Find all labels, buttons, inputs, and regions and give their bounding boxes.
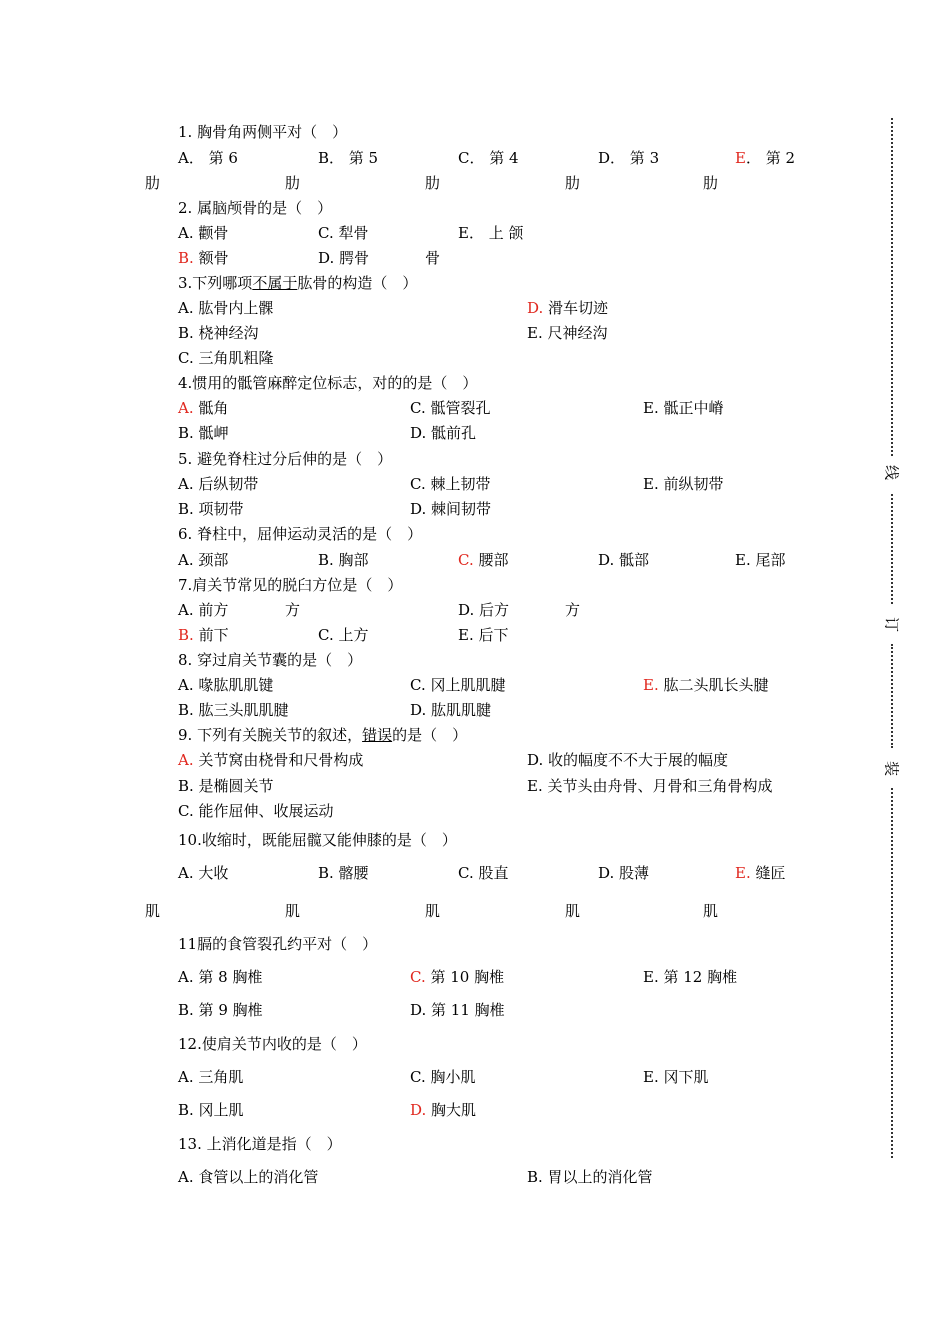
q8-option-e[interactable]: E. 肱二头肌长头腱 (643, 676, 769, 694)
q8-option-c[interactable]: C. 冈上肌肌腱 (410, 676, 506, 694)
q9-option-a[interactable]: A. 关节窝由桡骨和尺骨构成 (178, 751, 364, 769)
q10-option-a[interactable]: A. 大收 (178, 864, 229, 882)
q3-option-e[interactable]: E. 尺神经沟 (527, 324, 608, 342)
q7-option-d[interactable]: D. 后方 (458, 601, 510, 619)
answer-marker: C. (458, 551, 474, 569)
q10-option-d[interactable]: D. 股薄 (598, 864, 650, 882)
q1-wrap-d: 肋 (565, 174, 581, 192)
q5-option-b[interactable]: B. 项韧带 (178, 500, 244, 518)
binding-label-xian: 线 (882, 464, 901, 480)
q5-option-d[interactable]: D. 棘间韧带 (410, 500, 492, 518)
q2-option-b[interactable]: B. 额骨 (178, 249, 229, 267)
q6-option-c[interactable]: C. 腰部 (458, 551, 509, 569)
q1-option-a[interactable]: A． 第 6 (178, 149, 238, 167)
q11-stem: 11膈的食管裂孔约平对（ ） (178, 935, 378, 953)
q6-option-b[interactable]: B. 胸部 (318, 551, 369, 569)
answer-marker: B. (178, 626, 194, 644)
q12-option-b[interactable]: B. 冈上肌 (178, 1101, 244, 1119)
q6-stem: 6. 脊柱中，屈伸运动灵活的是（ ） (178, 525, 423, 543)
q3-option-c[interactable]: C. 三角肌粗隆 (178, 349, 274, 367)
q1-option-d[interactable]: D． 第 3 (598, 149, 660, 167)
binding-label-zhuang: 装 (882, 760, 901, 776)
answer-marker: C. (410, 968, 426, 986)
q8-option-b[interactable]: B. 肱三头肌肌腱 (178, 701, 289, 719)
q5-stem: 5. 避免脊柱过分后伸的是（ ） (178, 450, 393, 468)
q7-option-a[interactable]: A. 前方 (178, 601, 229, 619)
q9-option-b[interactable]: B. 是椭圆关节 (178, 777, 274, 795)
q8-option-a[interactable]: A. 喙肱肌肌键 (178, 676, 274, 694)
q10-option-b[interactable]: B. 髂腰 (318, 864, 369, 882)
q9-option-c[interactable]: C. 能作屈伸、收展运动 (178, 802, 334, 820)
q4-option-c[interactable]: C. 骶管裂孔 (410, 399, 491, 417)
q10-stem: 10.收缩时，既能屈髋又能伸膝的是（ ） (178, 831, 457, 849)
q10-wrap-e: 肌 (703, 902, 719, 920)
q7-wrap-d: 方 (565, 601, 581, 619)
q9-option-e[interactable]: E. 关节头由舟骨、月骨和三角骨构成 (527, 777, 773, 795)
q12-option-e[interactable]: E. 冈下肌 (643, 1068, 709, 1086)
q11-option-b[interactable]: B. 第 9 胸椎 (178, 1001, 263, 1019)
q12-option-a[interactable]: A. 三角肌 (178, 1068, 244, 1086)
q5-option-e[interactable]: E. 前纵韧带 (643, 475, 724, 493)
q1-wrap-a: 肋 (145, 174, 161, 192)
q3-option-d[interactable]: D. 滑车切迹 (527, 299, 609, 317)
q2-stem: 2. 属脑颅骨的是（ ） (178, 199, 333, 217)
q3-option-b[interactable]: B. 桡神经沟 (178, 324, 259, 342)
q7-stem: 7.肩关节常见的脱臼方位是（ ） (178, 576, 403, 594)
q7-option-b[interactable]: B. 前下 (178, 626, 229, 644)
q11-option-c[interactable]: C. 第 10 胸椎 (410, 968, 505, 986)
q4-stem: 4.惯用的骶管麻醉定位标志，对的的是（ ） (178, 374, 478, 392)
q10-wrap-b: 肌 (285, 902, 301, 920)
q7-option-e[interactable]: E. 后下 (458, 626, 509, 644)
q13-stem: 13. 上消化道是指（ ） (178, 1135, 342, 1153)
q11-option-d[interactable]: D. 第 11 胸椎 (410, 1001, 505, 1019)
q2-wrap-e: 骨 (425, 249, 441, 267)
answer-marker: D. (527, 299, 544, 317)
q3-option-a[interactable]: A. 肱骨内上髁 (178, 299, 274, 317)
q4-option-a[interactable]: A. 骶角 (178, 399, 229, 417)
answer-marker: E. (735, 864, 751, 882)
q4-option-b[interactable]: B. 骶岬 (178, 424, 229, 442)
q1-option-e[interactable]: E． 第 2 (735, 149, 796, 167)
answer-marker: B. (178, 249, 194, 267)
answer-marker: A. (178, 751, 194, 769)
binding-dotted-line (891, 788, 893, 1158)
q13-option-b[interactable]: B. 胃以上的消化管 (527, 1168, 653, 1186)
q9-stem: 9. 下列有关腕关节的叙述，错误的是（ ） (178, 726, 468, 744)
answer-marker: D. (410, 1101, 427, 1119)
q10-wrap-c: 肌 (425, 902, 441, 920)
answer-marker: A. (178, 399, 194, 417)
q10-wrap-a: 肌 (145, 902, 161, 920)
q4-option-e[interactable]: E. 骶正中嵴 (643, 399, 724, 417)
q7-option-c[interactable]: C. 上方 (318, 626, 369, 644)
q3-stem: 3.下列哪项不属于肱骨的构造（ ） (178, 274, 418, 292)
q1-wrap-c: 肋 (425, 174, 441, 192)
q1-wrap-b: 肋 (285, 174, 301, 192)
q8-option-d[interactable]: D. 肱肌肌腱 (410, 701, 492, 719)
binding-dotted-line (891, 644, 893, 748)
q12-option-d[interactable]: D. 胸大肌 (410, 1101, 477, 1119)
q7-wrap-a: 方 (285, 601, 301, 619)
q2-option-e[interactable]: E． 上 颌 (458, 224, 524, 242)
q4-option-d[interactable]: D. 骶前孔 (410, 424, 477, 442)
q10-wrap-d: 肌 (565, 902, 581, 920)
q12-stem: 12.使肩关节内收的是（ ） (178, 1035, 367, 1053)
q2-option-d[interactable]: D. 腭骨 (318, 249, 370, 267)
q10-option-e[interactable]: E. 缝匠 (735, 864, 786, 882)
q12-option-c[interactable]: C. 胸小肌 (410, 1068, 476, 1086)
q6-option-d[interactable]: D. 骶部 (598, 551, 650, 569)
q13-option-a[interactable]: A. 食管以上的消化管 (178, 1168, 319, 1186)
answer-marker: E. (643, 676, 659, 694)
q10-option-c[interactable]: C. 股直 (458, 864, 509, 882)
q2-option-a[interactable]: A. 颧骨 (178, 224, 229, 242)
q6-option-a[interactable]: A. 颈部 (178, 551, 229, 569)
q1-wrap-e: 肋 (703, 174, 719, 192)
binding-dotted-line (891, 494, 893, 604)
q11-option-e[interactable]: E. 第 12 胸椎 (643, 968, 738, 986)
answer-marker: E (735, 149, 746, 167)
binding-dotted-line (891, 118, 893, 456)
q1-stem: 1. 胸骨角两侧平对（ ） (178, 123, 348, 141)
q1-option-b[interactable]: B． 第 5 (318, 149, 379, 167)
q2-option-c[interactable]: C. 犁骨 (318, 224, 369, 242)
binding-label-ding: 订 (882, 616, 901, 632)
q6-option-e[interactable]: E. 尾部 (735, 551, 786, 569)
q5-option-c[interactable]: C. 棘上韧带 (410, 475, 491, 493)
q11-option-a[interactable]: A. 第 8 胸椎 (178, 968, 263, 986)
q5-option-a[interactable]: A. 后纵韧带 (178, 475, 259, 493)
q9-option-d[interactable]: D. 收的幅度不不大于展的幅度 (527, 751, 729, 769)
q1-option-c[interactable]: C． 第 4 (458, 149, 519, 167)
q8-stem: 8. 穿过肩关节囊的是（ ） (178, 651, 363, 669)
